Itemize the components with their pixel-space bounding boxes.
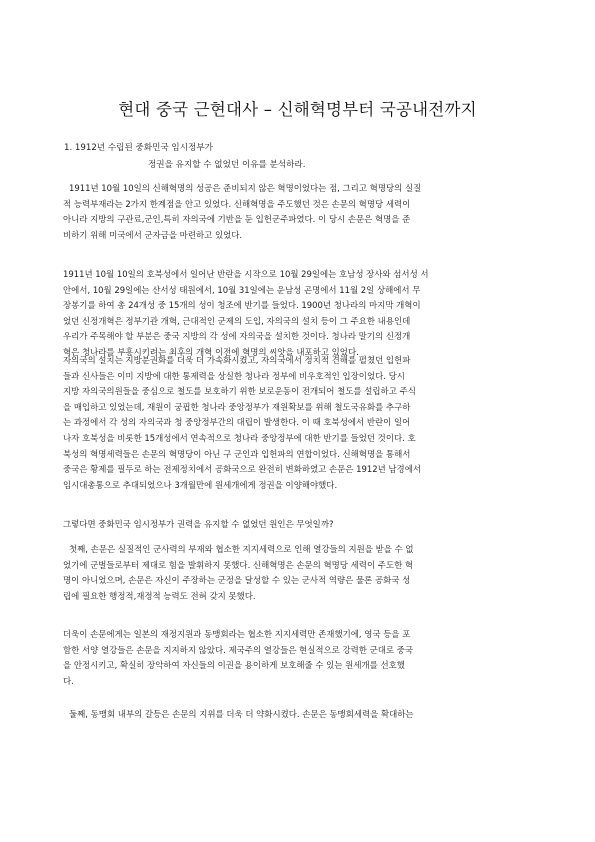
document-title: 현대 중국 근현대사 – 신해혁명부터 국공내전까지	[118, 100, 477, 119]
paragraph-2	[63, 267, 543, 361]
paragraph-line: 1911년 10월 10일의 호북성에서 일어난 반란을 시작으로 10월 29일에는 호남성 장사와 섬서성 서	[63, 269, 429, 279]
question-line-1: 1. 1912년 수립된 중화민국 임시정부가	[64, 143, 213, 153]
paragraph-line: 장봉기를 하여 총 24개성 중 15개의 성이 청조에 반기를 들었다. 1900년 청나라의 마지막 개혁이	[63, 300, 421, 311]
paragraph-7	[63, 707, 549, 723]
paragraph-line: 었기에 군벌들로부터 제대로 힘을 발휘하지 못했다. 신해혁명은 손문의 혁명당 세력이 주도한 혁	[63, 559, 414, 570]
paragraph-line: 함한 서양 열강들은 손문을 지지하지 않았다. 제국주의 열강들은 현실적으로 강력한 군대로 중국	[63, 644, 414, 655]
paragraph-line: 적 능력부재라는 2가지 한계점을 안고 있었다. 신해혁명을 주도했던 것은 손문의 혁명당 세력이	[63, 198, 411, 209]
paragraph-line: 을 매입하고 있었는데, 재원이 궁핍한 청나라 중앙정부가 재원확보를 위해 철도국유화를 추구하	[63, 401, 411, 412]
paragraph-line: 그렇다면 중화민국 임시정부가 권력을 유지할 수 없었던 원인은 무엇일까?	[63, 519, 334, 529]
paragraph-line: 을 안정시키고, 확실히 장악하여 자신들의 이권을 용이하게 보호해줄 수 있는 원세개를 선호했	[63, 660, 405, 671]
paragraph-5	[63, 542, 549, 604]
paragraph-6	[63, 627, 543, 689]
paragraph-1	[63, 181, 549, 243]
paragraph-line: 나자 호북성을 비롯한 15개성에서 연속적으로 청나라 중앙정부에 대한 반기를 들었던 것이다. 호	[63, 432, 416, 443]
question-line-2: 정권을 유지할 수 없었던 이유를 분석하라.	[148, 160, 306, 170]
paragraph-line: 지방 자의국의원들을 중심으로 철도를 보호하기 위한 보로운동이 전개되어 철도를 설립하고 주식	[63, 386, 416, 397]
paragraph-line: 다.	[63, 675, 74, 686]
paragraph-line: 임시대총통으로 추대되었으나 3개월만에 원세개에게 정권을 이양해야했다.	[63, 479, 338, 490]
paragraph-line: 명이 아니었으며, 손문은 자신이 주장하는 군정을 달성할 수 있는 군사적 역량은 물론 공화국 성	[63, 575, 411, 586]
paragraph-line: 비하기 위해 미국에서 군자금을 마련하고 있었다.	[63, 229, 243, 240]
paragraph-3	[63, 353, 543, 493]
paragraph-line: 립에 필요한 행정적,재정적 능력도 전혀 갖지 못했다.	[63, 590, 256, 601]
paragraph-line: 들과 신사들은 이미 지방에 대한 통제력을 상실한 청나라 정부에 비우호적인 입장이었다. 당시	[63, 370, 405, 381]
paragraph-line: 북성의 혁명세력들은 손문의 혁명당이 아닌 구 군인과 입헌파의 연합이었다. 신해혁명을 통해서	[63, 448, 411, 459]
paragraph-line: 첫째, 손문은 실질적인 군사력의 부재와 협소한 지지세력으로 인해 열강들의 지원을 받을 수 없	[69, 544, 414, 554]
paragraph-line: 는 과정에서 각 성의 자의국과 청 중앙정부간의 대립이 발생한다. 이 때 호북성에서 반란이 일어	[63, 417, 411, 428]
paragraph-line: 었던 신정개혁은 정부기관 개혁, 근대적인 군제의 도입, 자의국의 설치 등이 그 주요한 내용인데	[63, 315, 411, 326]
paragraph-line: 안에서, 10월 29일에는 산서성 태원에서, 10월 31일에는 운남성 곤명에서 11월 2일 상해에서 무	[63, 284, 421, 295]
paragraph-4	[63, 517, 543, 533]
paragraph-line: 중국은 황제를 필두로 하는 전제정치에서 공화국으로 완전히 변화하였고 손문은 1912년 남경에서	[63, 464, 422, 475]
paragraph-line: 둘째, 동맹회 내부의 갈등은 손문의 지위를 더욱 더 약화시켰다. 손문은 동맹회세력을 확대하는	[69, 709, 414, 719]
paragraph-line: 아니라 지방의 구관료,군인,특히 자의국에 기반을 둔 입헌군주파였다. 이 당시 손문은 혁명을 준	[63, 214, 411, 225]
paragraph-line: 더욱이 손문에게는 일본의 재정지원과 동맹회라는 협소한 지지세력만 존재했기에, 영국 등을 포	[63, 629, 411, 639]
paragraph-line: 자의국의 설치는 지방분권화를 더욱 더 가속화시켰고, 자의국에서 정치적 견해를 펼쳤던 입헌파	[63, 355, 411, 365]
paragraph-line: 혁은 청나라를 부흥시키려는 최후의 개혁 이전에 혁명의 씨앗을 내포하고 있었다.	[63, 346, 359, 357]
paragraph-line: 우리가 주목해야 할 부분은 중국 지방의 각 성에 자의국을 설치한 것이다. 청나라 말기의 신정개	[63, 331, 411, 342]
paragraph-line: 1911년 10월 10일의 신해혁명의 성공은 준비되지 않은 혁명이었다는 점, 그리고 혁명당의 실질	[69, 183, 422, 193]
